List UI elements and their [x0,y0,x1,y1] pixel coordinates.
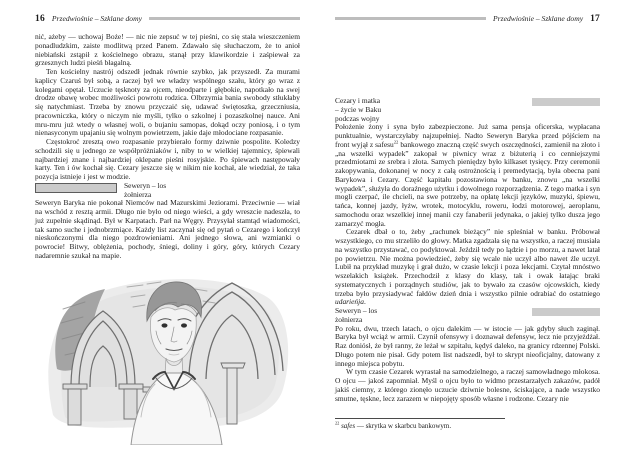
right-page-number: 17 [590,13,600,24]
margin-note-line: Cezary i matka [335,96,381,105]
margin-note-line: – życie w Baku [335,104,382,114]
margin-note-seweryn-2 [532,308,600,316]
paragraph: nić, ażeby — uchowaj Boże! — nic nie zepsuć w tej pieśni, co się stała wieszczeniem ponadludzkim, zaiste modlitwą przed Panem. Zdawało się słuchaczom, że to anioł niebiański zstąpił z kościelnego obrazu, stanął przy klawikordzie i zaśpiewał za grzesznych ludzi pieśń błagalną. [35,32,300,68]
left-page-number: 16 [35,13,45,24]
right-page [335,13,600,443]
footnote [335,418,505,430]
paragraph-text: Po roku, dwu, trzech latach, o ojcu dalekim — w istocie — jak gdyby słuch zaginął. Baryka był wciąż w armii. Czynił ofensywy i doznawał defensyw, lecz nie przyjeżdżał. Raz doniósł, że był ranny, że leżał w szpitalu, kędyś daleko, na granicy rdzennej Polski. Długo potem nie pisał. Gdy potem list nadszedł, był to skrypt nieoficjalny, datowany z innego miejsca pobytu. [335,323,600,368]
left-page-header [35,13,300,24]
footnote-text: $^{22}$ safes — skrytka w skarbcu bankowym. [335,420,452,430]
margin-note-line: Seweryn – los [124,180,167,190]
right-running-title: Przedwiośnie – Szklane domy [493,14,584,23]
paragraph: W tym czasie Cezarek wyrastał na samodzielnego, a raczej samowładnego młokosa. O ojcu — jakoś zapomniał. Myśl o ojcu było to widmo przestarzałych zakazów, padół jakiś ciemny, z którego zionęło uczucie dziwnie bolesne, ściskające, a nade wszystko smutne, tęskne, lecz zarazem w niepojęty sposób własne i rodzone. Cezary nie [335,367,600,403]
right-header-rule [335,17,486,20]
margin-note-seweryn [35,183,117,193]
margin-note-line: żołnierza [124,189,152,199]
footnote-rule [335,418,505,419]
paragraph: Częstokroć zresztą owo rozpasanie przybierało formy dziwnie pospolite. Koledzy schodzili się u jednego ze współpróżniaków i, niby to w wielkiej tajemnicy, śpiewali najbardziej znane i najbardziej oklepane pieśni rosyjskie. Po śpiewach następowały karty. Ten i ów kochał się. Cezary jeszcze się w nikim nie kochał, ale wiedział, że taka pozycja istnieje i jest w modzie. [35,137,300,181]
top-spacer [335,24,600,88]
right-body-text [335,97,600,403]
paragraph-text: Położenie żony i syna było zabezpieczone. Już sama pensja oficerska, wypłacana punktualnie, wystarczyłaby najzupełniej. Nadto Seweryn Baryka przed pójściem na front wyjął z safesu$^{22}$ bankowego znaczną część swych oszczędności, zamienił na złoto i „na wszelki wypadek” zakopał w piwnicy wraz z biżuterią i co cenniejszymi przedmiotami ze srebra i złota. Samych pieniędzy było kilkaset tysięcy. Przy ceremonii zakopywania, dokonanej w nocy z całą ostrożnością i premedytacją, była obecna pani Barykowa i Cezary. Część kapitału pozostawiona w banku, znowu „na wszelki wypadek”, służyła do doraźnego użytku i dowolnego rozporządzenia. Z tego matka i syn mogli czerpać, ile chcieli, na swe potrzeby, na opłatę lekcji języków, muzyki, śpiewu, tańca, konnej jazdy, łyżw, wrotek, motocyklu, roweru, łodzi motorowej, aeroplanu, samochodu oraz wszelkiej innej manii czy fanaberii jedynaka, o jakiej tylko dusza jego zamarzyć mogła. [335,122,600,228]
left-header-rule [149,17,300,20]
right-page-header [335,13,600,24]
margin-note-line: podczas wojny [335,113,380,123]
left-running-title: Przedwiośnie – Szklane domy [51,14,142,23]
left-page [35,13,300,445]
margin-note-baku [532,98,600,106]
illustration-frame [35,267,300,445]
paragraph: Ten kościelny nastrój odszedł jednak równie szybko, jak przyszedł. Za murami kaplicy Czaruś był sobą, a raczej był we władzy wspólnego szału, który go wraz z kolegami opętał. Uczucie tęsknoty za ojcem, nieodparte i głębokie, napotkało na swej drodze obawę wobec możliwości powrotu rodzica. Olbrzymia bania swobody stłukłaby się natychmiast. Trzeba by znowu przyczaić się, udawać świętoszka, grzeczniusia, pracowniczka, który o niczym nie myśli, tylko o szkolnej i pozaszkolnej nauce. Ani mru-mru już wtedy o własnej woli, o bujaniu samopas, dokąd oczy poniosą, i o tym nienasyconym upajaniu się wolnym powietrzem, jakie daje młodociane rozpasanie. [35,67,300,138]
paragraph-text: Seweryn Baryka nie pokonał Niemców nad Mazurskimi Jeziorami. Przeciwnie — wiał na wschód z resztą armii. Długo nie było od niego wieści, a gdy wreszcie nadeszła, to już zupełnie skądinąd. Był w Karpatach. Parł na Węgry. Przysyłał stamtąd wiadomości, tak samo suche i jednobrzmiące. Każdy list zaczynał się od pytań o Cezarego i kończył nieskończonymi dla niego pozdrowieniami. Ani jednego słowa, ani wzmianki o powrocie! Bitwy, oblężenia, pochody, śniegi, doliny i góry, góry, których Cezary nadaremnie szukał na mapie. [35,198,300,260]
margin-note-line: żołnierza [335,314,363,324]
margin-note-line: Seweryn – los [335,306,378,315]
paragraph: Cezarek dbał o to, żeby „rachunek bieżący” nie spleśniał w banku. Próbował wszystkiego, co mu strzeliło do głowy. Matka zgadzała się na wszystko, a raczej musiała na wszystko przystawać, co podyktował. Jeździł tedy po lądzie i po morzu, a nawet latał po powietrzu. Nie można powiedzieć, żeby się wcale nie uczył albo nawet źle uczył. Lubił na przykład muzykę i grał dużo, w czasie lekcji i poza lekcjami. Czytał mnóstwo wszelakich książek. Przechodził z klasy do klasy, tak i owak łatając braki systematycznych i porządnych studiów, jak to bywało za czasów ojcowskich, kiedy trzeba było przysiadywać fałdów dzień dnia i wszystko pilnie odrabiać do ostatniego udarieńja. [335,227,600,307]
left-body-text [35,33,300,261]
boy-gothic-arches-illustration [35,267,300,445]
